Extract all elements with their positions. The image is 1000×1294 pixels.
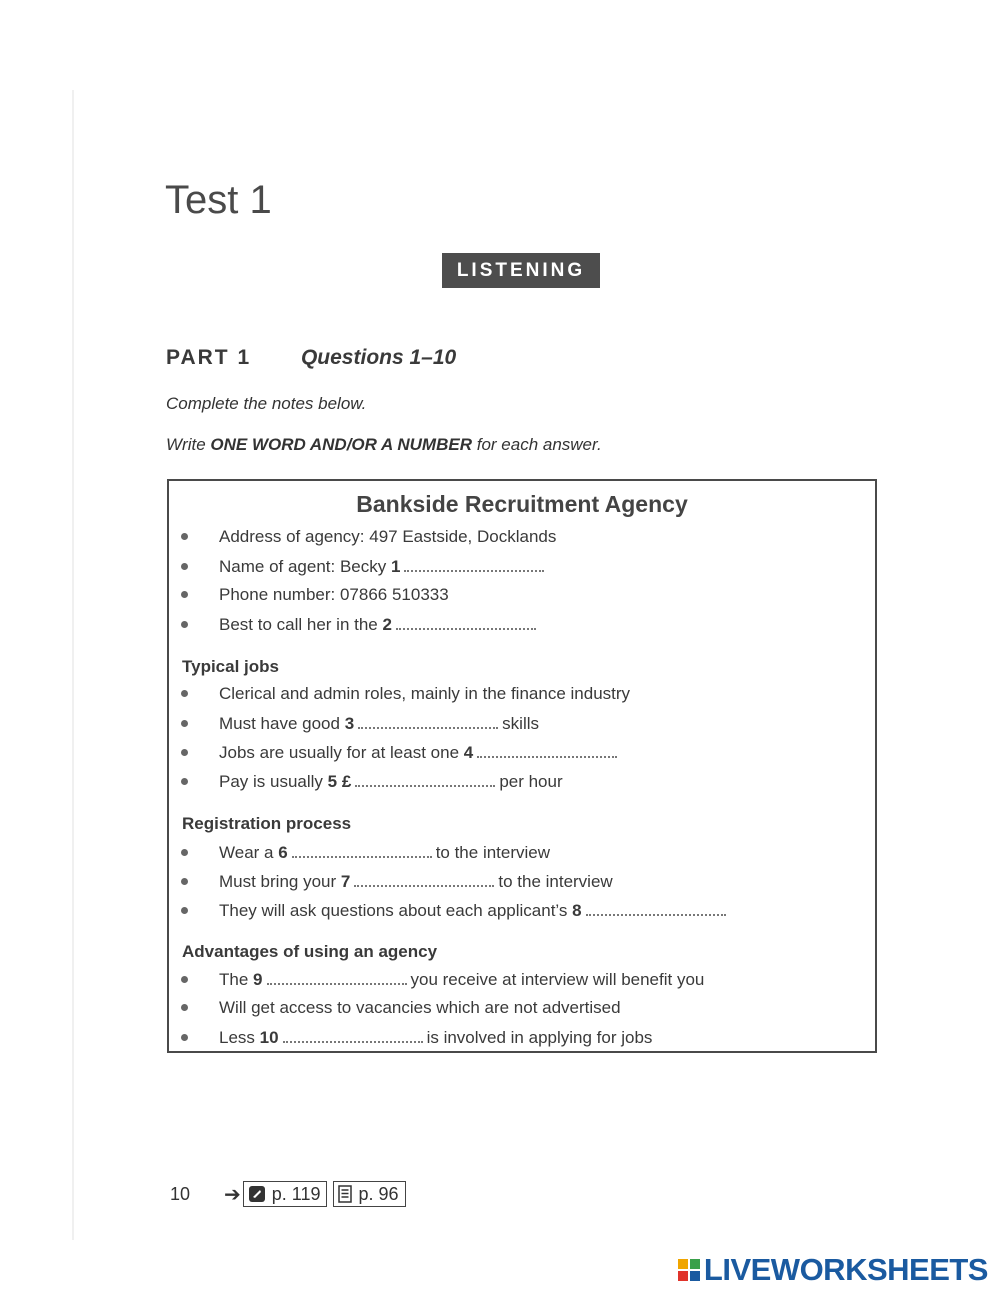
answer-gap-10[interactable]: [283, 1027, 423, 1043]
bullet-icon: [181, 778, 188, 785]
list-item: Jobs are usually for at least one 4: [181, 742, 621, 763]
bullet-icon: [181, 690, 188, 697]
list-item: Will get access to vacancies which are not advertised: [181, 998, 621, 1018]
bullet-icon: [181, 1034, 188, 1041]
page-title: Test 1: [165, 178, 272, 222]
bullet-icon: [181, 907, 188, 914]
list-item: The 9 you receive at interview will benefit you: [181, 969, 704, 990]
list-item: They will ask questions about each applicant’s 8: [181, 900, 730, 921]
list-item: Less 10 is involved in applying for jobs: [181, 1027, 652, 1048]
section-heading-registration: Registration process: [182, 814, 352, 833]
bullet-icon: [181, 591, 188, 598]
answer-gap-6[interactable]: [292, 842, 432, 858]
arrow-right-icon: ➔: [224, 1183, 241, 1206]
logo-text: LIVEWORKSHEETS: [703, 1252, 988, 1287]
list-item: Must have good 3 skills: [181, 713, 539, 734]
instruction-answer-format: Write ONE WORD AND/OR A NUMBER for each answer.: [166, 435, 602, 454]
list-item: Best to call her in the 2: [181, 614, 540, 635]
part-header: [166, 346, 456, 370]
bullet-icon: [181, 976, 188, 983]
reference-audio-script[interactable]: p. 119: [243, 1181, 328, 1207]
page-footer: [170, 1181, 412, 1207]
list-item: Wear a 6 to the interview: [181, 842, 550, 863]
bullet-icon: [181, 878, 188, 885]
answer-gap-9[interactable]: [267, 969, 407, 985]
liveworksheets-logo[interactable]: [678, 1252, 988, 1288]
reference-answer-key[interactable]: p. 96: [333, 1181, 405, 1207]
list-item: Pay is usually 5 £ per hour: [181, 771, 563, 792]
list-item: Address of agency: 497 Eastside, Docklands: [181, 527, 556, 547]
answer-gap-5[interactable]: [355, 771, 495, 787]
section-banner: LISTENING: [442, 253, 600, 288]
bullet-icon: [181, 533, 188, 540]
list-item: Clerical and admin roles, mainly in the finance industry: [181, 684, 630, 704]
list-item: Name of agent: Becky 1: [181, 556, 548, 577]
document-icon: [338, 1185, 352, 1203]
bullet-icon: [181, 1004, 188, 1011]
bullet-icon: [181, 621, 188, 628]
bullet-icon: [181, 720, 188, 727]
answer-gap-4[interactable]: [477, 742, 617, 758]
questions-label: Questions 1–10: [300, 346, 457, 369]
section-heading-advantages: Advantages of using an agency: [182, 942, 438, 961]
notes-title: Bankside Recruitment Agency: [356, 491, 688, 517]
logo-mark-icon: [678, 1259, 700, 1281]
page-number: 10: [170, 1183, 191, 1204]
audio-script-icon: [248, 1185, 266, 1203]
answer-gap-3[interactable]: [358, 713, 498, 729]
part-label: PART 1: [166, 346, 252, 369]
bullet-icon: [181, 563, 188, 570]
answer-gap-1[interactable]: [404, 556, 544, 572]
bullet-icon: [181, 849, 188, 856]
notes-box: [167, 479, 877, 1053]
answer-gap-7[interactable]: [354, 871, 494, 887]
list-item: Must bring your 7 to the interview: [181, 871, 613, 892]
page-edge: [72, 90, 74, 1240]
section-heading-typical-jobs: Typical jobs: [182, 657, 279, 676]
answer-gap-2[interactable]: [396, 614, 536, 630]
answer-gap-8[interactable]: [586, 900, 726, 916]
bullet-icon: [181, 749, 188, 756]
instruction-complete: Complete the notes below.: [166, 394, 367, 413]
list-item: Phone number: 07866 510333: [181, 585, 449, 605]
